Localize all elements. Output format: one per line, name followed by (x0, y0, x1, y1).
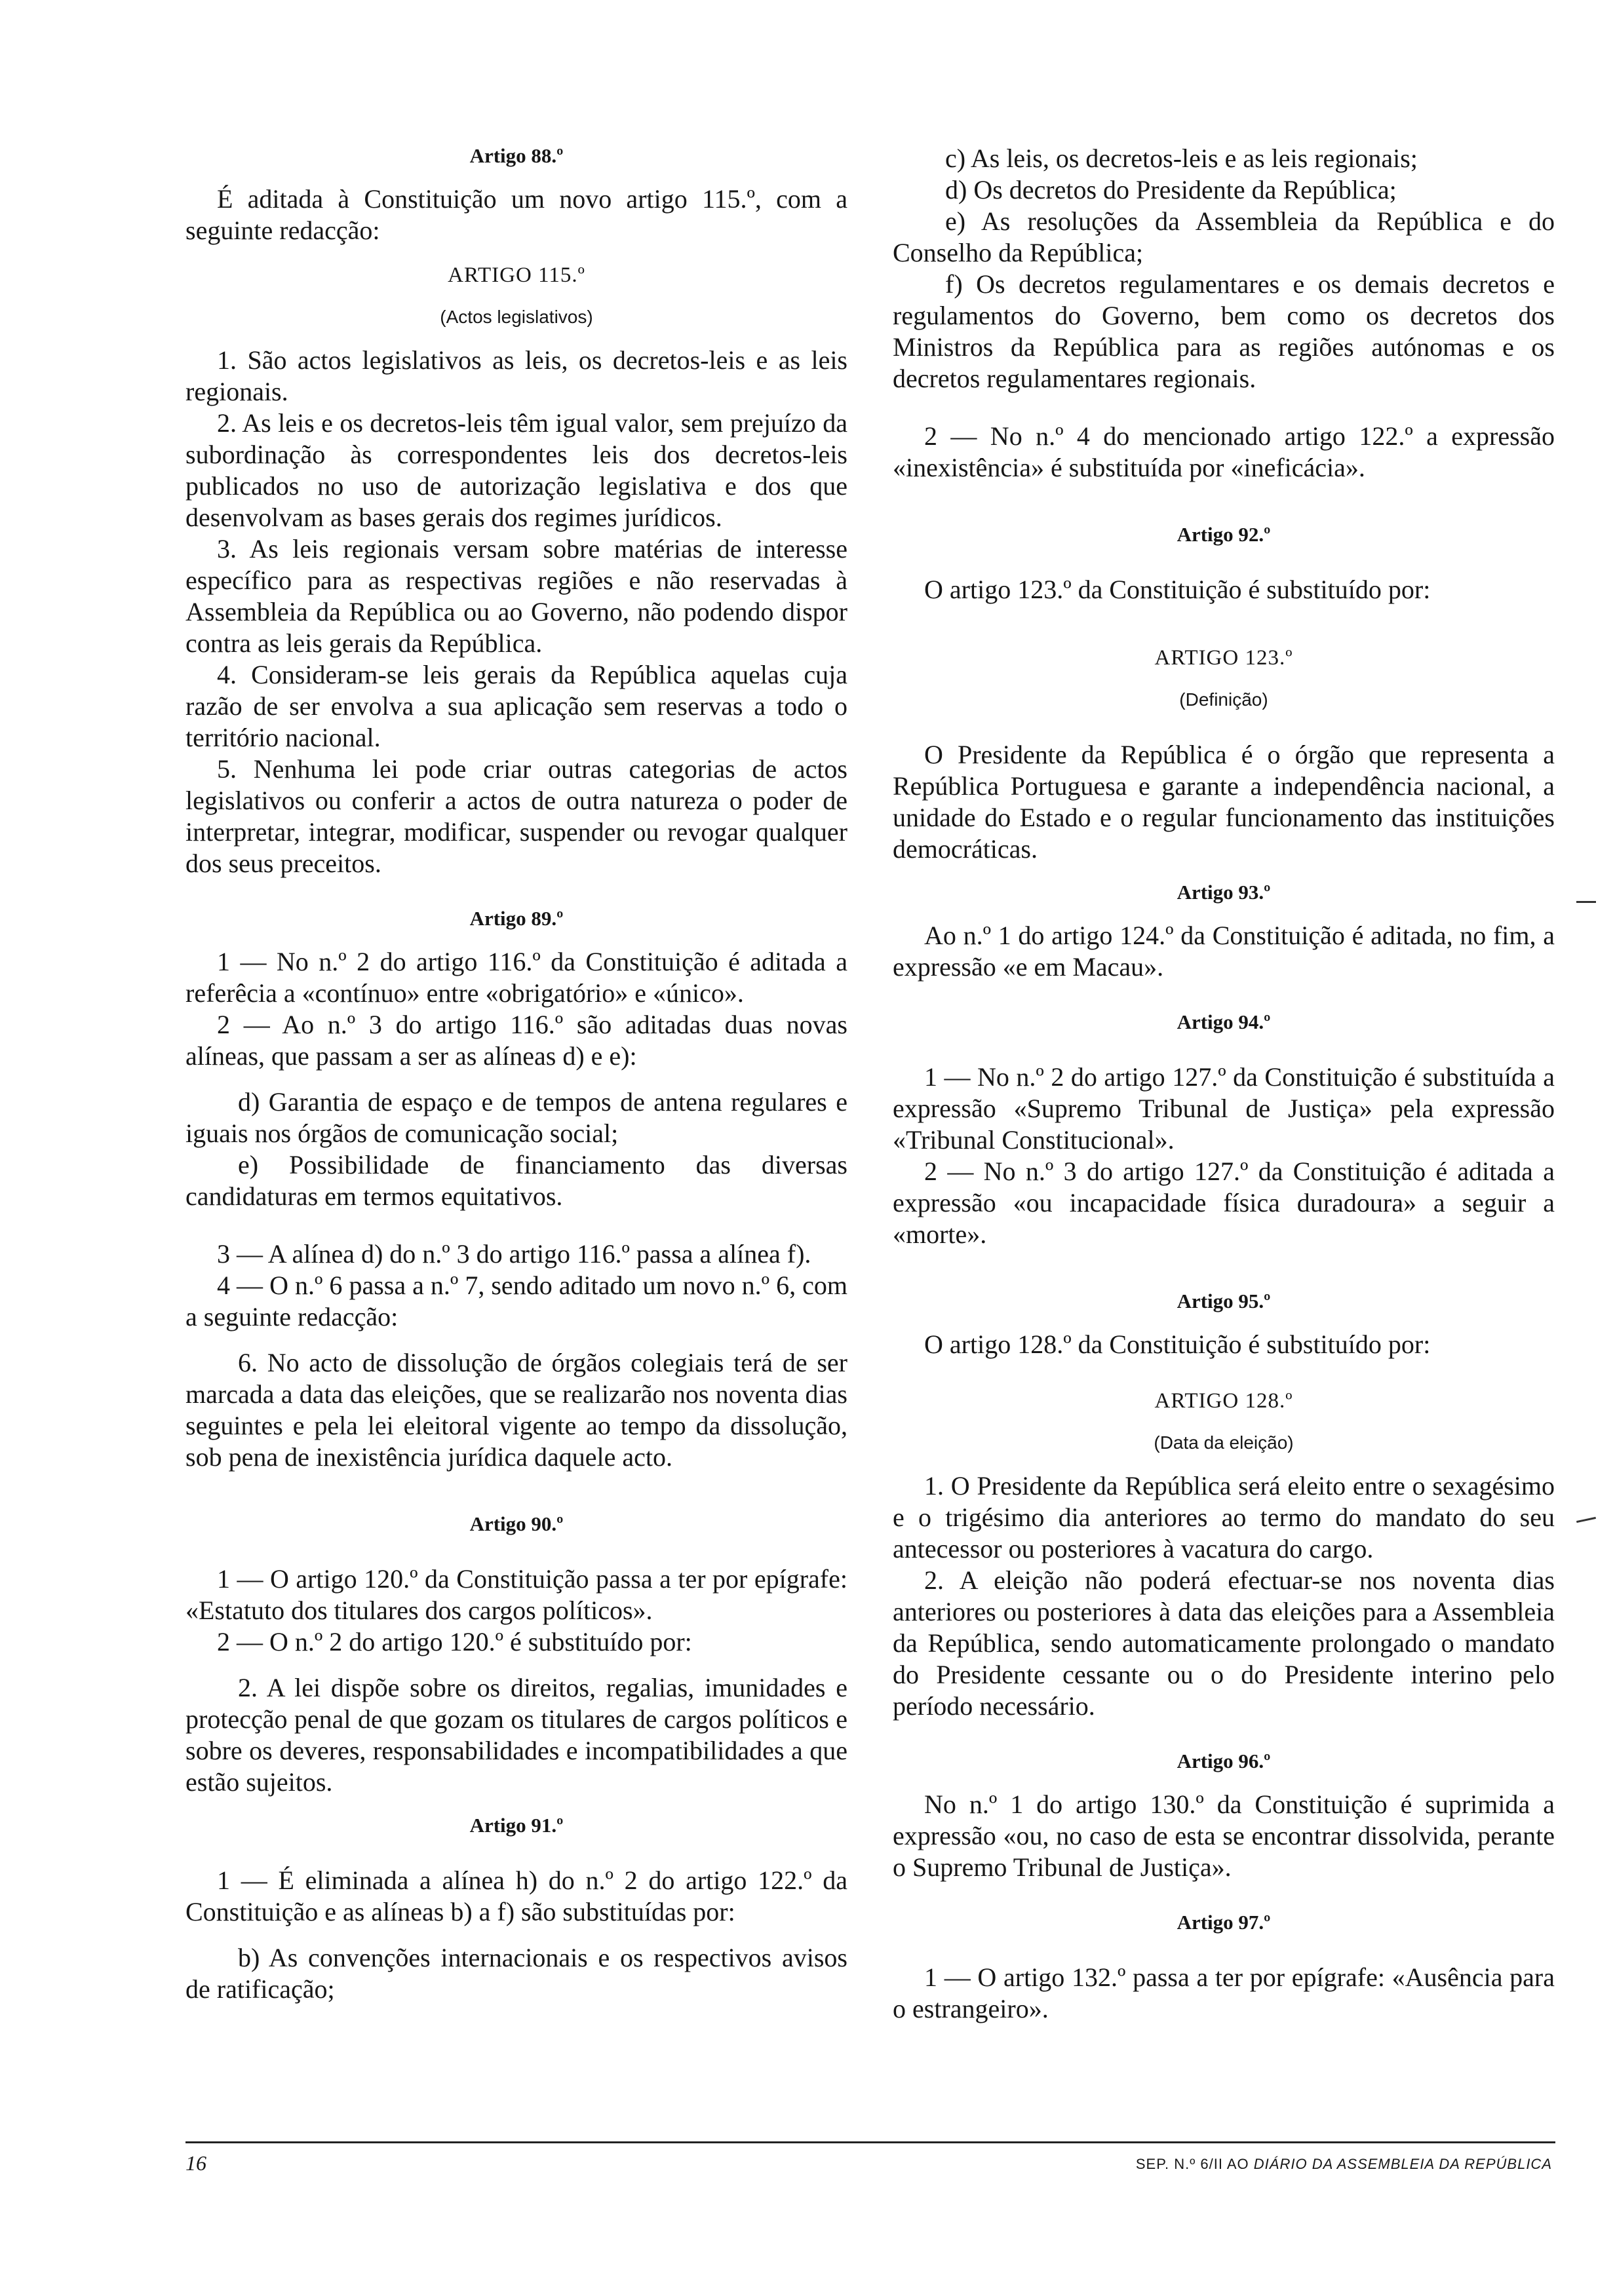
article-97-heading: Artigo 97.º (1177, 1911, 1271, 1934)
article-115-paragraph-3: 3. As leis regionais versam sobre matérias de interesse específico para as respectivas regiões e não reservadas à Assembleia da República ou ao Governo, não podendo dispor contra as leis gerais da República. (185, 534, 847, 658)
article-128-paragraph-1: 1. O Presidente da República será eleito entre o sexagésimo e o trigésimo dia anteriores ao termo do mandato do seu antecessor ou posteriores à vacatura do cargo. (893, 1471, 1555, 1563)
article-115-paragraph-2: 2. As leis e os decretos-leis têm igual valor, sem prejuízo da subordinação às correspondentes leis dos decretos-leis publicados no uso de autorização legislativa e dos que desenvolvam as bases gerais dos regimes jurídicos. (185, 408, 847, 532)
left-column (185, 143, 847, 2005)
article-128-paragraph-2: 2. A eleição não poderá efectuar-se nos noventa dias anteriores ou posteriores à data das eleições para a Assembleia da República, sendo automaticamente prolongado o mandato do Presidente cessante ou o do Presidente interino pelo período necessário. (893, 1565, 1555, 1721)
article-91-heading: Artigo 91.º (469, 1814, 564, 1837)
new-article-128-subtitle: (Data da eleição) (1154, 1432, 1294, 1453)
article-89-paragraph-2: 2 — Ao n.º 3 do artigo 116.º são aditadas duas novas alíneas, que passam a ser as alíneas d) e e): (185, 1010, 847, 1071)
article-91-alinea-f: f) Os decretos regulamentares e os demais decretos e regulamentos do Governo, bem como os decretos dos Ministros da República para as regiões autónomas e os decretos regulamentares regionais. (893, 269, 1555, 393)
article-92-intro: O artigo 123.º da Constituição é substituído por: (924, 575, 1431, 604)
article-92-heading: Artigo 92.º (1177, 523, 1271, 546)
article-88-heading: Artigo 88.º (469, 144, 564, 167)
article-91-alinea-d: d) Os decretos do Presidente da República; (945, 175, 1397, 204)
new-article-115-subtitle: (Actos legislativos) (440, 307, 593, 327)
article-91-paragraph-2: 2 — No n.º 4 do mencionado artigo 122.º a expressão «inexistência» é substituída por «ineficácia». (893, 421, 1555, 482)
article-115-paragraph-1: 1. São actos legislativos as leis, os decretos-leis e as leis regionais. (185, 345, 847, 406)
article-89-paragraph-3: 3 — A alínea d) do n.º 3 do artigo 116.º passa a alínea f). (217, 1239, 811, 1269)
article-89-paragraph-4: 4 — O n.º 6 passa a n.º 7, sendo aditado um novo n.º 6, com a seguinte redacção: (185, 1271, 847, 1331)
new-article-123-title: ARTIGO 123.º (1154, 646, 1293, 670)
article-95-heading: Artigo 95.º (1177, 1290, 1271, 1312)
article-97-paragraph-1: 1 — O artigo 132.º passa a ter por epígrafe: «Ausência para o estrangeiro». (893, 1962, 1555, 2023)
article-89-heading: Artigo 89.º (469, 907, 564, 930)
footer-rule (185, 2141, 1555, 2143)
article-96-heading: Artigo 96.º (1177, 1750, 1271, 1772)
article-95-intro: O artigo 128.º da Constituição é substituído por: (924, 1330, 1431, 1359)
article-90-heading: Artigo 90.º (469, 1512, 564, 1535)
running-footer (1136, 2156, 1552, 2173)
article-88-intro: É aditada à Constituição um novo artigo 115.º, com a seguinte redacção: (185, 184, 847, 245)
article-91-alinea-b: b) As convenções internacionais e os respectivos avisos de ratificação; (185, 1943, 847, 2004)
page-number: 16 (185, 2151, 206, 2175)
article-115-paragraph-4: 4. Consideram-se leis gerais da República aquelas cuja razão de ser envolva a sua aplicação sem reservas a todo o território nacional. (185, 660, 847, 752)
article-90-paragraph-1: 1 — O artigo 120.º da Constituição passa a ter por epígrafe: «Estatuto dos titulares dos cargos políticos». (185, 1564, 847, 1625)
article-115-paragraph-5: 5. Nenhuma lei pode criar outras categorias de actos legislativos ou conferir a actos de outra natureza o poder de interpretar, integrar, modificar, suspender ou revogar qualquer dos seus preceitos. (185, 754, 847, 878)
publication-prefix: SEP. N.º 6/II AO (1135, 2156, 1249, 2172)
article-91-paragraph-1: 1 — É eliminada a alínea h) do n.º 2 do artigo 122.º da Constituição e as alíneas b) a f) são substituídas por: (185, 1866, 847, 1926)
right-column (893, 143, 1555, 2025)
article-94-paragraph-1: 1 — No n.º 2 do artigo 127.º da Constituição é substituída a expressão «Supremo Tribunal de Justiça» pela expressão «Tribunal Constitucional». (893, 1062, 1555, 1155)
article-90-new-number-2: 2. A lei dispõe sobre os direitos, regalias, imunidades e protecção penal de que gozam os titulares de cargos políticos e sobre os deveres, responsabilidades e incompatibilidades a que estão sujeitos. (185, 1673, 847, 1797)
margin-mark (1576, 1517, 1596, 1523)
article-91-alinea-e: e) As resoluções da Assembleia da República e do Conselho da República; (893, 206, 1555, 267)
new-article-128-title: ARTIGO 128.º (1154, 1389, 1293, 1413)
article-89-alinea-d: d) Garantia de espaço e de tempos de antena regulares e iguais nos órgãos de comunicação social; (185, 1087, 847, 1148)
article-91-alinea-c: c) As leis, os decretos-leis e as leis regionais; (945, 144, 1418, 173)
margin-mark (1576, 901, 1596, 903)
article-93-heading: Artigo 93.º (1177, 881, 1271, 904)
article-94-heading: Artigo 94.º (1177, 1010, 1271, 1033)
article-90-paragraph-2: 2 — O n.º 2 do artigo 120.º é substituído por: (217, 1627, 692, 1656)
article-89-paragraph-1: 1 — No n.º 2 do artigo 116.º da Constituição é aditada a referêcia a «contínuo» entre «obrigatório» e «único». (185, 947, 847, 1008)
article-89-new-number-6: 6. No acto de dissolução de órgãos colegiais terá de ser marcada a data das eleições, que se realizarão nos noventa dias seguintes e pela lei eleitoral vigente ao tempo da dissolução, sob pena de inexistência jurídica daquele acto. (185, 1348, 847, 1472)
article-94-paragraph-2: 2 — No n.º 3 do artigo 127.º da Constituição é aditada a expressão «ou incapacidade física duradoura» a seguir a «morte». (893, 1157, 1555, 1249)
article-93-body: Ao n.º 1 do artigo 124.º da Constituição é aditada, no fim, a expressão «e em Macau». (893, 921, 1555, 982)
publication-title: DIÁRIO DA ASSEMBLEIA DA REPÚBLICA (1253, 2156, 1552, 2172)
article-96-body: No n.º 1 do artigo 130.º da Constituição é suprimida a expressão «ou, no caso de esta se encontrar dissolvida, perante o Supremo Tribunal de Justiça». (893, 1789, 1555, 1882)
new-article-123-subtitle: (Definição) (1179, 689, 1268, 710)
new-article-115-title: ARTIGO 115.º (448, 263, 585, 287)
article-89-alinea-e: e) Possibilidade de financiamento das diversas candidaturas em termos equitativos. (185, 1150, 847, 1211)
article-123-body: O Presidente da República é o órgão que representa a República Portuguesa e garante a independência nacional, a unidade do Estado e o regular funcionamento das instituições democráticas. (893, 740, 1555, 864)
